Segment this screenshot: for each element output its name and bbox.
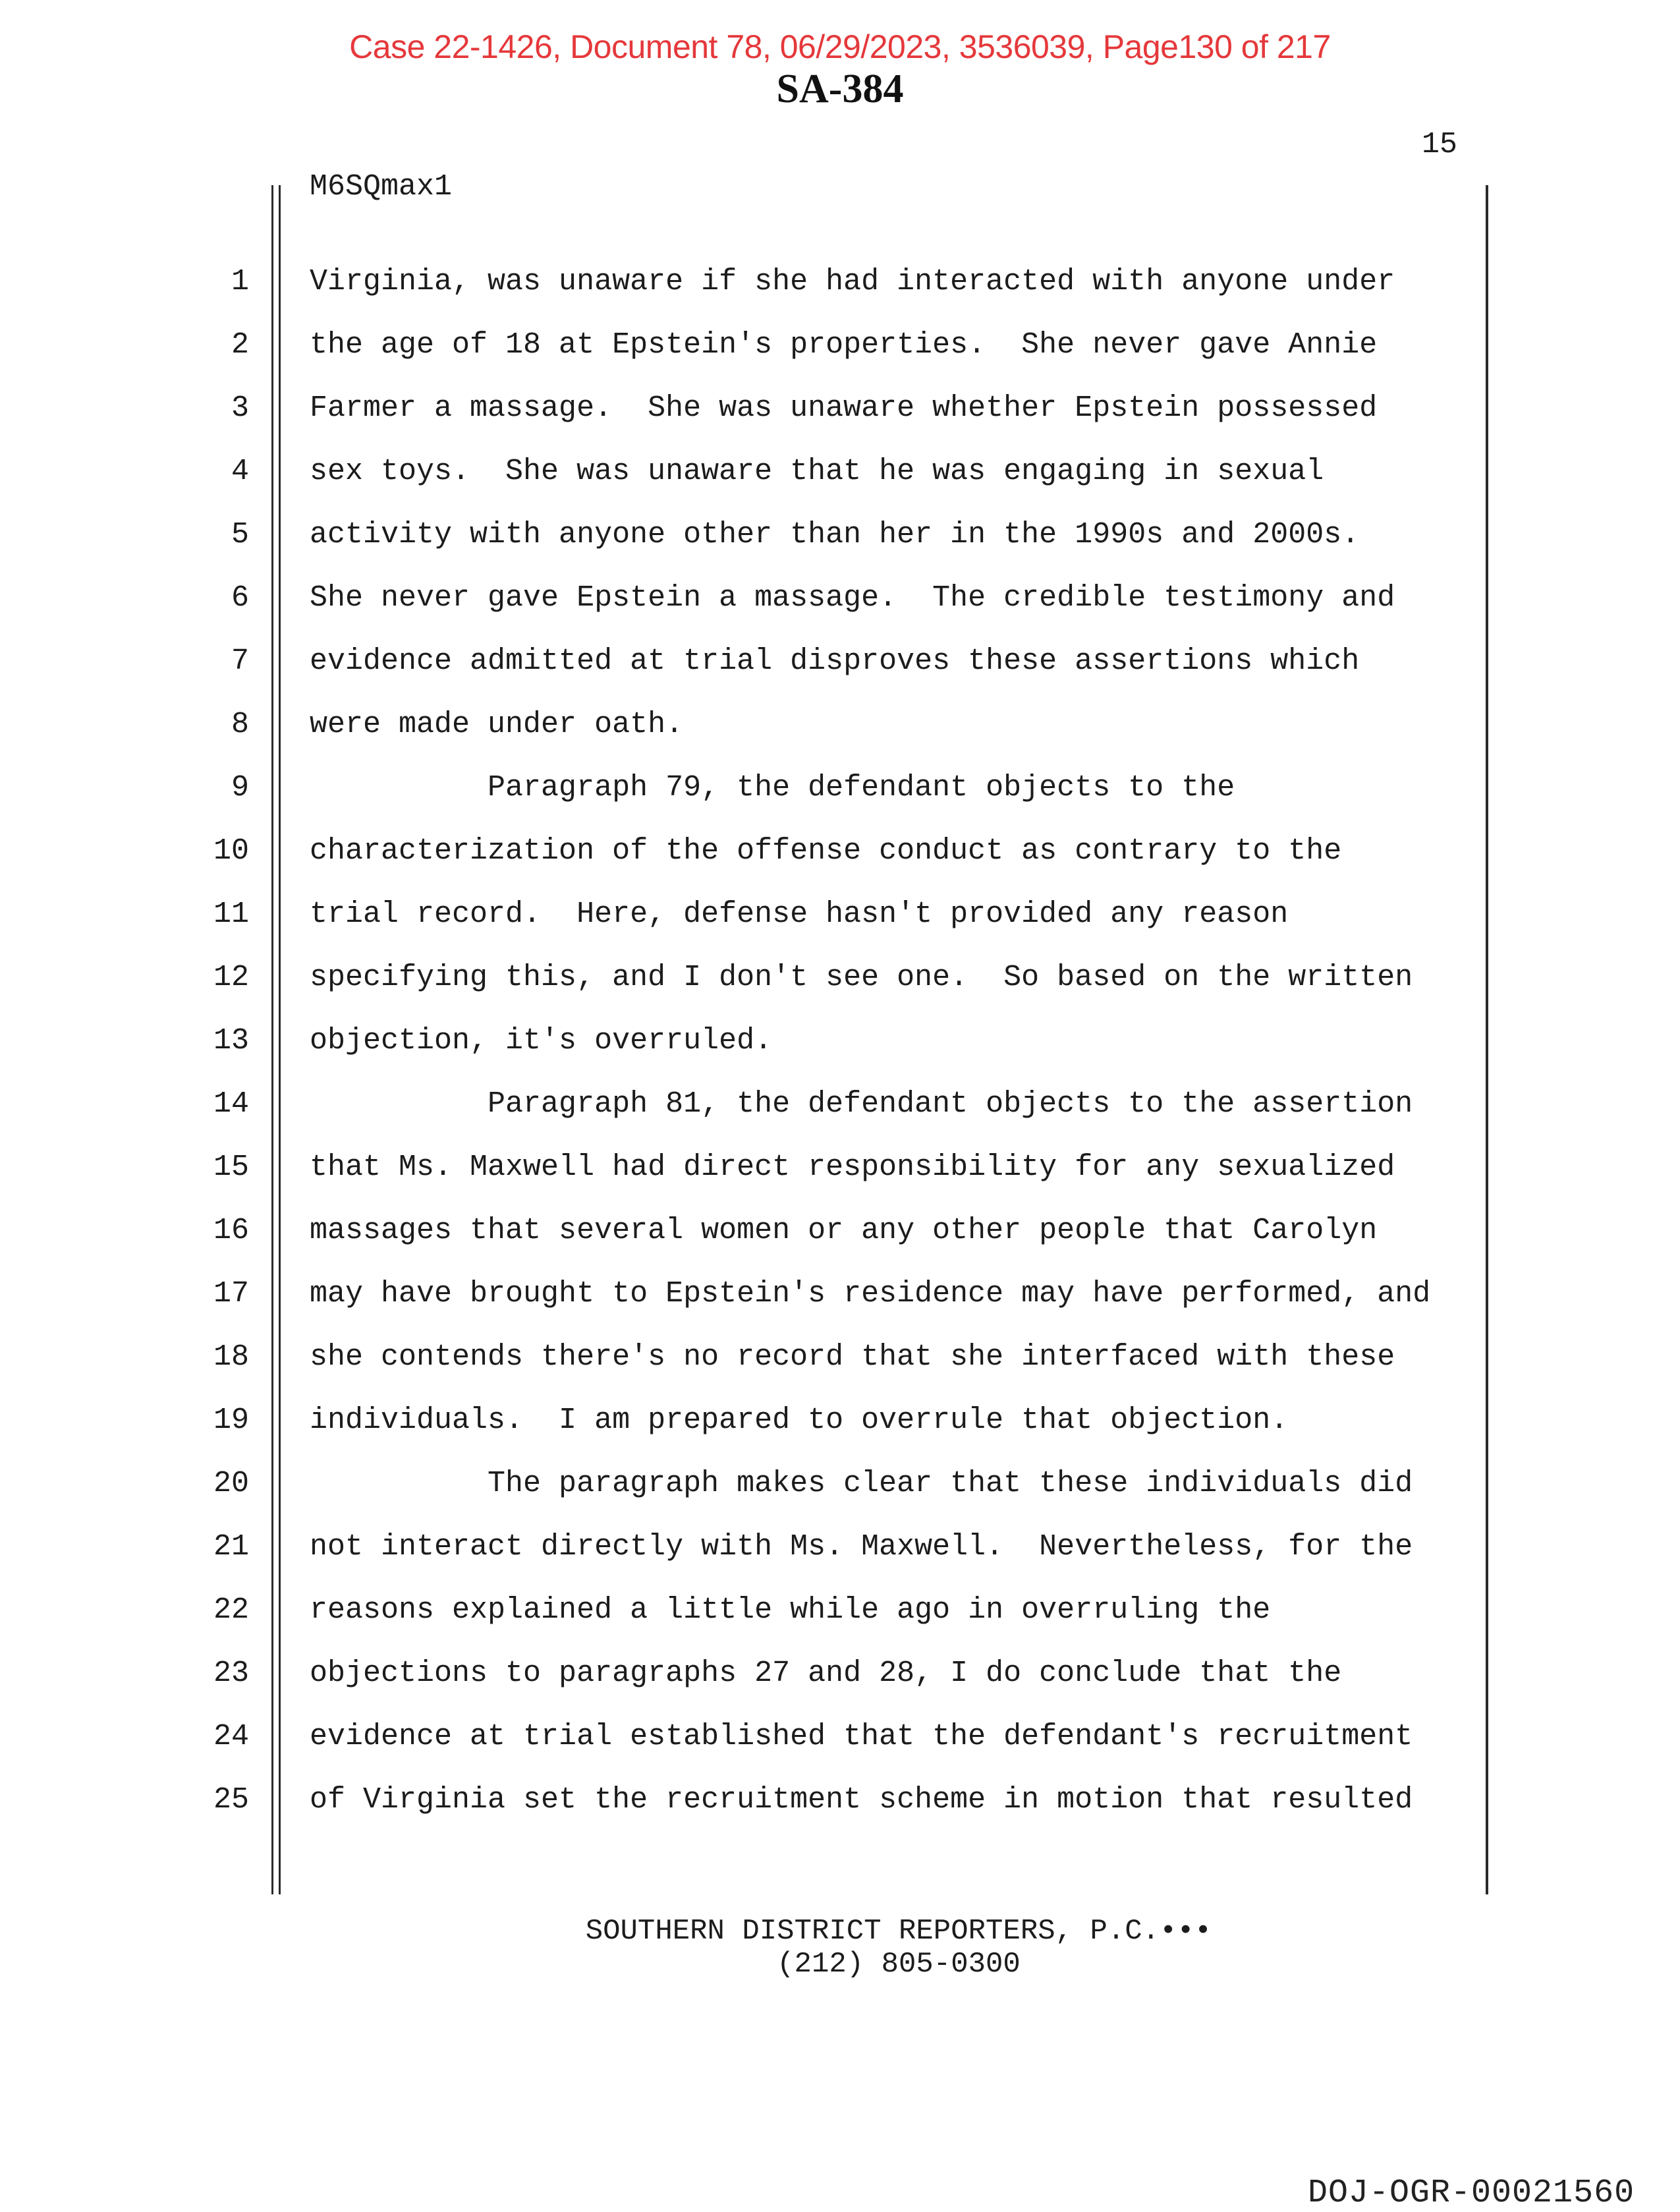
- line-text: were made under oath.: [310, 708, 684, 741]
- line-text: individuals. I am prepared to overrule that objection.: [310, 1404, 1289, 1437]
- line-text: that Ms. Maxwell had direct responsibility for any sexualized: [310, 1150, 1395, 1184]
- transcript-id: M6SQmax1: [310, 170, 453, 204]
- line-number: 23: [213, 1657, 249, 1690]
- line-number: 14: [213, 1087, 249, 1121]
- line-number: 10: [213, 834, 249, 868]
- line-text: specifying this, and I don't see one. So based on the written: [310, 961, 1413, 994]
- line-number: 4: [231, 455, 249, 488]
- line-text: the age of 18 at Epstein's properties. She never gave Annie: [310, 328, 1378, 362]
- line-text: massages that several women or any other people that Carolyn: [310, 1214, 1378, 1247]
- line-text: objections to paragraphs 27 and 28, I do conclude that the: [310, 1657, 1342, 1690]
- line-number: 24: [213, 1720, 249, 1753]
- line-text: reasons explained a little while ago in overruling the: [310, 1593, 1271, 1627]
- transcript-line: [0, 1326, 1680, 1389]
- line-text: Paragraph 79, the defendant objects to the: [310, 771, 1235, 805]
- line-text: may have brought to Epstein's residence may have performed, and: [310, 1277, 1431, 1311]
- transcript-line: [0, 756, 1680, 820]
- line-number: 8: [231, 708, 249, 741]
- transcript-line: [0, 1705, 1680, 1769]
- line-text: of Virginia set the recruitment scheme in motion that resulted: [310, 1783, 1413, 1817]
- appendix-page-label: SA-384: [776, 67, 904, 111]
- transcript-line: [0, 883, 1680, 946]
- bates-number: DOJ-OGR-00021560: [1308, 2174, 1635, 2212]
- transcript-line: [0, 1516, 1680, 1579]
- line-text: evidence at trial established that the defendant's recruitment: [310, 1720, 1413, 1753]
- line-text: characterization of the offense conduct as contrary to the: [310, 834, 1342, 868]
- line-text: Paragraph 81, the defendant objects to the assertion: [310, 1087, 1413, 1121]
- transcript-line: [0, 377, 1680, 440]
- line-number: 7: [231, 644, 249, 678]
- transcript-line: [0, 946, 1680, 1009]
- transcript-line: [0, 693, 1680, 756]
- line-text: objection, it's overruled.: [310, 1024, 773, 1058]
- line-number: 9: [231, 771, 249, 805]
- line-text: sex toys. She was unaware that he was engaging in sexual: [310, 455, 1324, 488]
- line-number: 1: [231, 265, 249, 298]
- transcript-line: [0, 820, 1680, 883]
- line-number: 22: [213, 1593, 249, 1627]
- transcript-line: [0, 1199, 1680, 1262]
- line-number: 5: [231, 518, 249, 552]
- line-number: 21: [213, 1530, 249, 1564]
- transcript-line: [0, 1452, 1680, 1516]
- line-number: 17: [213, 1277, 249, 1311]
- transcript-line: [0, 630, 1680, 693]
- line-text: Virginia, was unaware if she had interacted with anyone under: [310, 265, 1395, 298]
- line-number: 16: [213, 1214, 249, 1247]
- transcript-line: [0, 1009, 1680, 1073]
- line-number: 3: [231, 391, 249, 425]
- transcript-line: [0, 1642, 1680, 1705]
- line-number: 13: [213, 1024, 249, 1058]
- reporter-name: SOUTHERN DISTRICT REPORTERS, P.C.•••: [585, 1915, 1212, 1948]
- line-number: 20: [213, 1467, 249, 1500]
- transcript-line: [0, 1262, 1680, 1326]
- line-text: She never gave Epstein a massage. The credible testimony and: [310, 581, 1395, 615]
- line-text: not interact directly with Ms. Maxwell. Nevertheless, for the: [310, 1530, 1413, 1564]
- case-stamp: Case 22-1426, Document 78, 06/29/2023, 3536039, Page130 of 217: [349, 28, 1331, 65]
- transcript-line: [0, 1769, 1680, 1832]
- reporter-phone: (212) 805-0300: [777, 1948, 1021, 1981]
- transcript-line: [0, 1136, 1680, 1199]
- transcript-line: [0, 1579, 1680, 1642]
- transcript-line: [0, 503, 1680, 567]
- line-text: activity with anyone other than her in the 1990s and 2000s.: [310, 518, 1360, 552]
- transcript-line: [0, 440, 1680, 503]
- line-text: Farmer a massage. She was unaware whether Epstein possessed: [310, 391, 1378, 425]
- line-text: she contends there's no record that she interfaced with these: [310, 1340, 1395, 1374]
- line-number: 6: [231, 581, 249, 615]
- transcript-body: [0, 250, 1680, 1832]
- line-number: 11: [213, 897, 249, 931]
- line-number: 18: [213, 1340, 249, 1374]
- page-number: 15: [1421, 128, 1457, 161]
- reporter-footer: [310, 1915, 1488, 1981]
- line-number: 15: [213, 1150, 249, 1184]
- line-number: 2: [231, 328, 249, 362]
- line-number: 19: [213, 1404, 249, 1437]
- transcript-line: [0, 1389, 1680, 1452]
- transcript-line: [0, 314, 1680, 377]
- line-text: The paragraph makes clear that these individuals did: [310, 1467, 1413, 1500]
- line-number: 25: [213, 1783, 249, 1817]
- line-text: evidence admitted at trial disproves these assertions which: [310, 644, 1360, 678]
- line-number: 12: [213, 961, 249, 994]
- line-text: trial record. Here, defense hasn't provided any reason: [310, 897, 1289, 931]
- transcript-line: [0, 1073, 1680, 1136]
- transcript-line: [0, 250, 1680, 314]
- transcript-line: [0, 567, 1680, 630]
